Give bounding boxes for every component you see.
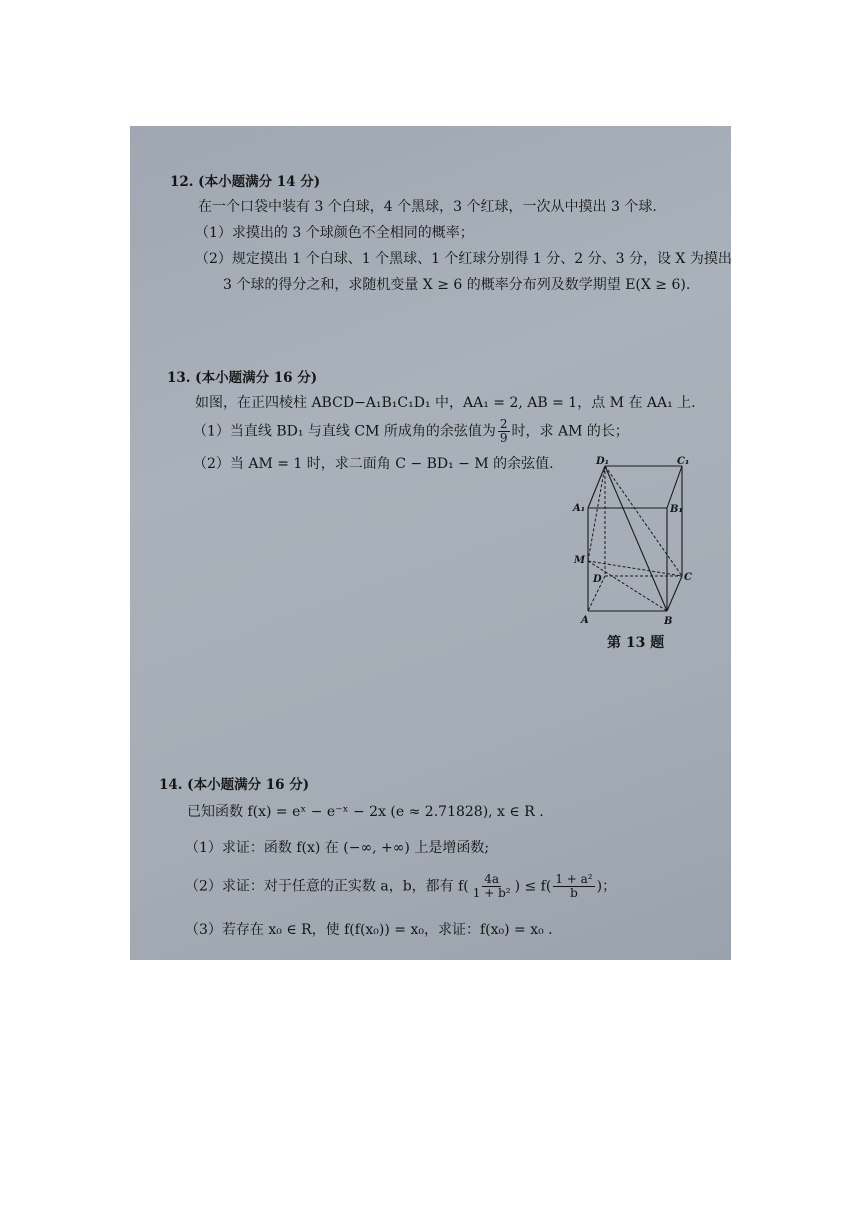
label-A1: A₁ [573,503,586,514]
q14-fraction-1 [471,873,513,900]
edge-D1A1 [588,466,605,508]
label-M: M [574,555,586,566]
q14-fraction-1-denominator: 1 + b² [472,886,511,900]
figure-caption: 第 13 题 [607,635,665,651]
edge-C1B1 [667,466,682,508]
q12-header: 12. (本小题满分 14 分) [170,174,321,190]
q14-part1: （1）求证：函数 f(x) 在 (−∞, +∞) 上是增函数; [185,840,490,856]
q14-header: 14. (本小题满分 16 分) [159,777,310,793]
label-C1: C₁ [677,456,690,467]
q14-part2 [185,873,616,900]
q12-part2-line1: （2）规定摸出 1 个白球、1 个黑球、1 个红球分别得 1 分、2 分、3 分，设 X 为摸出 [195,251,732,267]
segment-MC [588,561,682,576]
label-D: D [593,574,602,585]
q14-fraction-1-numerator: 4a [484,872,500,886]
q12-part2-line2: 3 个球的得分之和，求随机变量 X ≥ 6 的概率分布列及数学期望 E(X ≥ 6). [223,277,691,293]
label-B1: B₁ [670,504,683,515]
label-A: A [581,615,589,626]
q14-fraction-2 [553,873,594,900]
q13-fraction-denominator: 9 [499,431,508,445]
segment-MD1 [588,466,605,561]
q13-stem: 如图，在正四棱柱 ABCD−A₁B₁C₁D₁ 中，AA₁ = 2, AB = 1，点 M 在 AA₁ 上. [195,395,696,411]
q14-part2-text-middle: ) ≤ f( [514,878,552,895]
q12-part1: （1）求摸出的 3 个球颜色不全相同的概率； [195,225,474,241]
segment-D1C [605,466,682,576]
q14-stem: 已知函数 f(x) = eˣ − e⁻ˣ − 2x (e ≈ 2.71828), x ∈ R . [187,804,544,820]
q13-part1-text-before: （1）当直线 BD₁ 与直线 CM 所成角的余弦值为 [193,423,496,440]
q13-fraction-numerator: 2 [499,417,508,431]
q14-part2-text-before: （2）求证：对于任意的正实数 a，b，都有 f( [185,878,469,895]
q14-fraction-2-numerator: 1 + a² [555,872,593,886]
q12-stem: 在一个口袋中装有 3 个白球，4 个黑球，3 个红球，一次从中摸出 3 个球. [198,199,657,215]
q14-fraction-2-denominator: b [570,886,578,900]
label-D1: D₁ [596,456,610,467]
prism-figure [570,456,710,631]
q14-part3: （3）若存在 x₀ ∈ R，使 f(f(x₀)) = x₀，求证：f(x₀) = x₀ . [185,922,553,938]
label-B: B [664,616,673,627]
q13-part1 [193,418,629,445]
q13-part2: （2）当 AM = 1 时，求二面角 C − BD₁ − M 的余弦值. [193,456,554,472]
edge-BC [667,576,682,611]
q14-part2-text-after: )； [596,878,617,895]
label-C: C [684,572,692,583]
q13-header: 13. (本小题满分 16 分) [167,370,318,386]
exam-page-photo [130,126,731,960]
segment-D1B [605,466,667,611]
q13-fraction [498,418,510,445]
q13-part1-text-after: 时，求 AM 的长； [511,423,629,440]
